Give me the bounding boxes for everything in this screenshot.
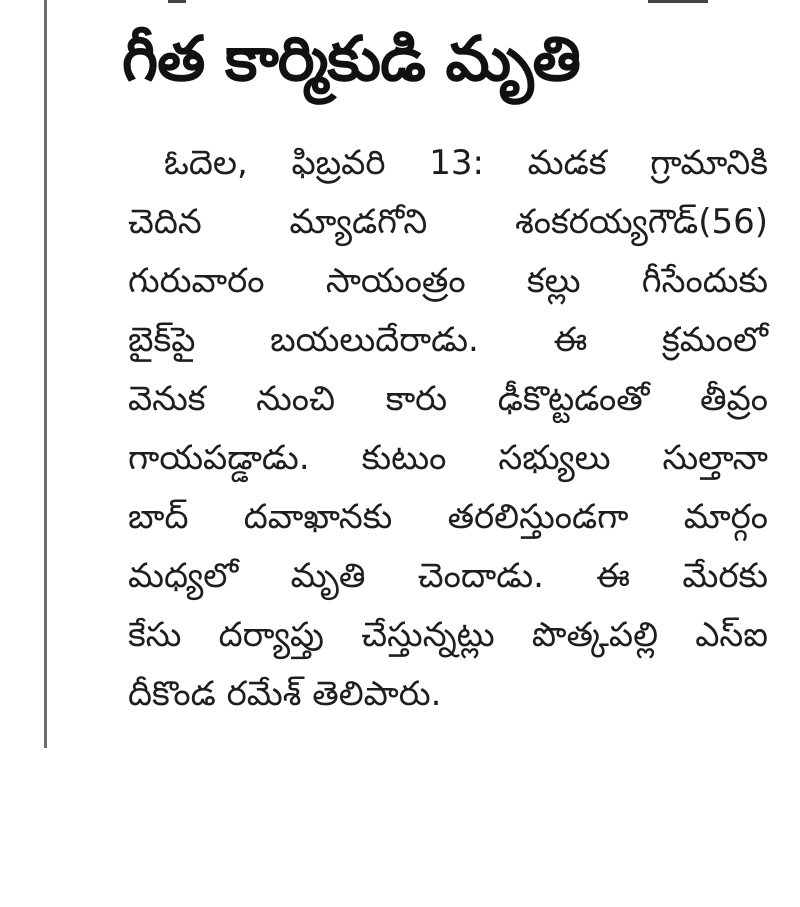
article-line-9: కేసు దర్యాప్తు చేస్తున్నట్లు పొత్కపల్లి ఎస్ఐ bbox=[128, 615, 768, 655]
article-line-8: మధ్యలో మృతి చెందాడు. ఈ మేరకు bbox=[128, 556, 768, 596]
article-line-4: బైక్‌పై బయలుదేరాడు. ఈ క్రమంలో bbox=[128, 320, 768, 360]
article-line-2: చెదిన మ్యాడగోని శంకరయ్యగౌడ్(56) bbox=[128, 202, 768, 242]
cropped-text-fragment bbox=[128, 0, 768, 4]
article-line-1: ఓదెల, ఫిబ్రవరి 13: మడక గ్రామానికి bbox=[164, 143, 768, 183]
article-headline: గీత కార్మికుడి మృతి bbox=[122, 22, 580, 95]
article-line-3: గురువారం సాయంత్రం కల్లు గీసేందుకు bbox=[128, 261, 768, 301]
article-body bbox=[128, 134, 768, 724]
article-line-5: వెనుక నుంచి కారు ఢీకొట్టడంతో తీవ్రం bbox=[128, 379, 768, 419]
article-line-6: గాయపడ్డాడు. కుటుం సభ్యులు సుల్తానా bbox=[128, 438, 768, 478]
column-divider-rule bbox=[44, 0, 47, 748]
article-line-7: బాద్ దవాఖానకు తరలిస్తుండగా మార్గం bbox=[128, 497, 768, 537]
article-line-10: దీకొండ రమేశ్ తెలిపారు. bbox=[128, 674, 442, 714]
